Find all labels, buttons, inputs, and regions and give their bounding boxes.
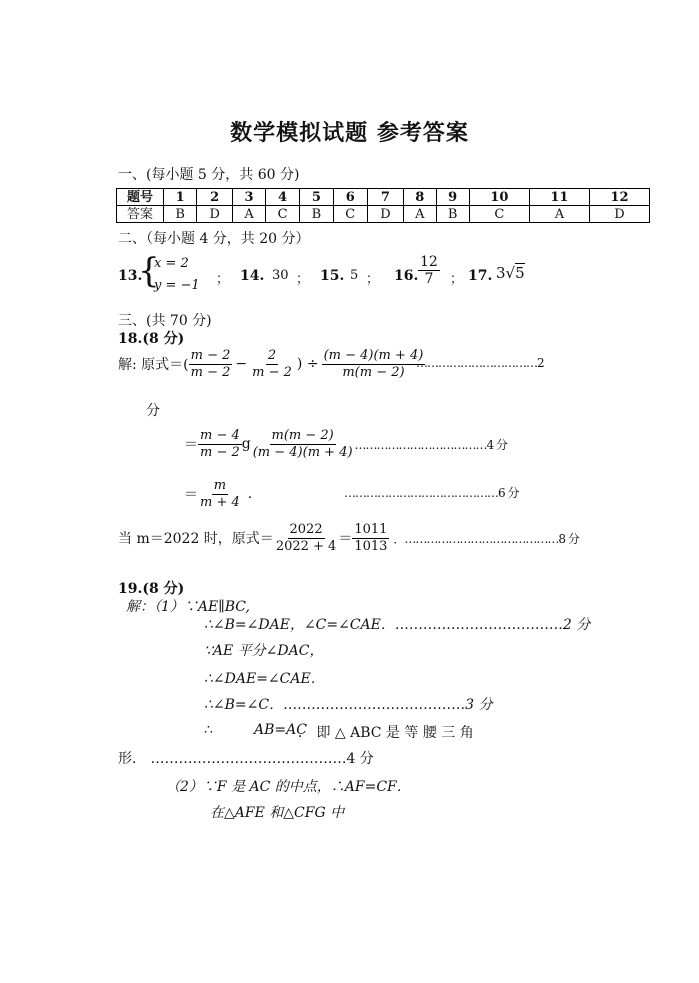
row-label-number: 题号 <box>117 189 164 206</box>
table-cell: D <box>589 206 649 223</box>
table-cell: C <box>333 206 367 223</box>
fraction-denominator: 2022 + 4 <box>275 538 337 554</box>
table-cell: A <box>403 206 436 223</box>
q19-line-3: ∵AE 平分∠DAC， <box>204 643 324 659</box>
fraction-denominator: 7 <box>424 271 434 287</box>
fraction-numerator: 12 <box>420 254 438 270</box>
table-cell: C <box>265 206 299 223</box>
table-cell: D <box>197 206 233 223</box>
fraction-numerator: m(m − 2) <box>271 427 334 443</box>
table-cell: A <box>233 206 266 223</box>
table-row-numbers <box>117 189 650 206</box>
table-cell: 11 <box>529 189 589 206</box>
q19-line-9: 在△AFE 和△CFG 中 <box>210 805 345 821</box>
q14-answer: 30 <box>272 268 289 283</box>
answer-table <box>116 188 650 223</box>
q15-answer: 5 <box>350 268 359 283</box>
row-label-answer: 答案 <box>117 206 164 223</box>
fraction-numerator: m <box>213 477 227 493</box>
fraction-numerator: 2 <box>267 347 277 363</box>
separator: ； <box>216 272 230 287</box>
part3-heading: 三、(共 70 分) <box>118 313 212 329</box>
separator: ； <box>296 272 310 287</box>
table-cell: 8 <box>403 189 436 206</box>
table-row-answers <box>117 206 650 223</box>
q19-line-8: （2）∵F 是 AC 的中点，∴AF=CF． <box>166 779 411 795</box>
table-cell: 1 <box>164 189 197 206</box>
fraction-denominator: m − 2 <box>252 364 292 380</box>
period: . <box>247 486 253 502</box>
q13-equation-2: y = −1 <box>154 278 200 293</box>
q18-substitution: 当 m＝2022 时，原式＝ <box>118 531 274 547</box>
fraction-denominator: m − 2 <box>200 444 240 460</box>
multiply-glyph: g <box>241 436 251 452</box>
table-cell: 7 <box>367 189 403 206</box>
score-dots: ……………………………2 <box>416 356 544 370</box>
table-cell: B <box>300 206 333 223</box>
q19-line-6-eq: AB=AC <box>254 722 307 738</box>
q18-line-3 <box>184 474 252 514</box>
fraction-numerator: 2022 <box>289 521 323 537</box>
table-cell: B <box>436 206 469 223</box>
q18-line-1 <box>118 344 425 384</box>
sqrt-symbol: √ <box>505 264 516 282</box>
minus-sign: − <box>235 356 248 372</box>
table-cell: 6 <box>333 189 367 206</box>
fraction-denominator: m(m − 2) <box>342 364 405 380</box>
table-cell: 4 <box>265 189 299 206</box>
table-cell: A <box>529 206 589 223</box>
table-cell: 3 <box>233 189 266 206</box>
fraction-denominator: (m − 4)(m + 4) <box>252 444 353 460</box>
table-cell: 9 <box>436 189 469 206</box>
q19-line-4: ∴∠DAE=∠CAE． <box>204 671 325 687</box>
equals-sign: ＝ <box>338 531 353 547</box>
fraction-denominator: 1013 <box>354 538 388 554</box>
page-title: 数学模拟试题 参考答案 <box>230 121 469 146</box>
q17-answer <box>496 264 525 282</box>
table-cell: 10 <box>469 189 529 206</box>
q19-line-1: 解：（1）∵AE∥BC, <box>126 599 250 615</box>
q18-heading: 18.(8 分) <box>118 331 185 347</box>
score-dots: ……………………………………6 分 <box>344 486 519 500</box>
table-cell: B <box>164 206 197 223</box>
table-cell: 2 <box>197 189 233 206</box>
divide-sign: ) ÷ <box>296 356 319 372</box>
fraction-numerator: m − 4 <box>200 427 240 443</box>
radicand: 5 <box>515 264 525 282</box>
q13-label: 13. <box>118 268 143 284</box>
q18-line-4 <box>118 518 579 558</box>
score-dots: ………………………………4 分 <box>354 437 507 452</box>
radical-coefficient: 3 <box>496 264 506 282</box>
equals-sign: ＝ <box>184 437 198 453</box>
table-cell: 5 <box>300 189 333 206</box>
brace-symbol: { <box>138 251 160 291</box>
fraction-denominator: m − 2 <box>190 364 231 380</box>
fraction-denominator: m + 4 <box>200 494 240 510</box>
table-cell: D <box>367 206 403 223</box>
q16-answer <box>418 254 440 287</box>
fraction-numerator: 1011 <box>354 521 388 537</box>
table-cell: C <box>469 206 529 223</box>
part1-heading: 一、(每小题 5 分，共 60 分) <box>118 167 300 183</box>
q19-heading: 19.(8 分) <box>118 581 185 597</box>
score-unit: 分 <box>146 403 160 419</box>
q19-line-2: ∴∠B=∠DAE，∠C=∠CAE．………………………………2 分 <box>204 617 591 633</box>
separator: ； <box>366 272 380 287</box>
q19-line-5: ∴∠B=∠C．…………………………………3 分 <box>204 697 493 713</box>
q18-intro: 解: 原式＝( <box>118 357 189 373</box>
part2-heading: 二、（每小题 4 分，共 20 分） <box>118 231 310 247</box>
fraction-numerator: m − 2 <box>190 347 231 363</box>
table-cell: 12 <box>589 189 649 206</box>
q18-line-2 <box>184 424 507 464</box>
q17-label: 17. <box>468 268 493 284</box>
q19-line-6-therefore: ∴ <box>204 722 213 738</box>
q15-label: 15. <box>320 268 345 284</box>
fraction-numerator: (m − 4)(m + 4) <box>323 347 424 363</box>
score-dots: ．……………………………………8 分 <box>393 531 579 546</box>
q16-label: 16. <box>394 268 419 284</box>
equals-sign: ＝ <box>184 487 198 503</box>
q19-line-6-text: ． 即 △ ABC 是 等 腰 三 角 <box>298 725 474 741</box>
separator: ； <box>450 272 464 287</box>
q13-equation-1: x = 2 <box>154 256 189 271</box>
q19-line-7: 形． ……………………………………4 分 <box>118 751 374 767</box>
q14-label: 14. <box>240 268 265 284</box>
